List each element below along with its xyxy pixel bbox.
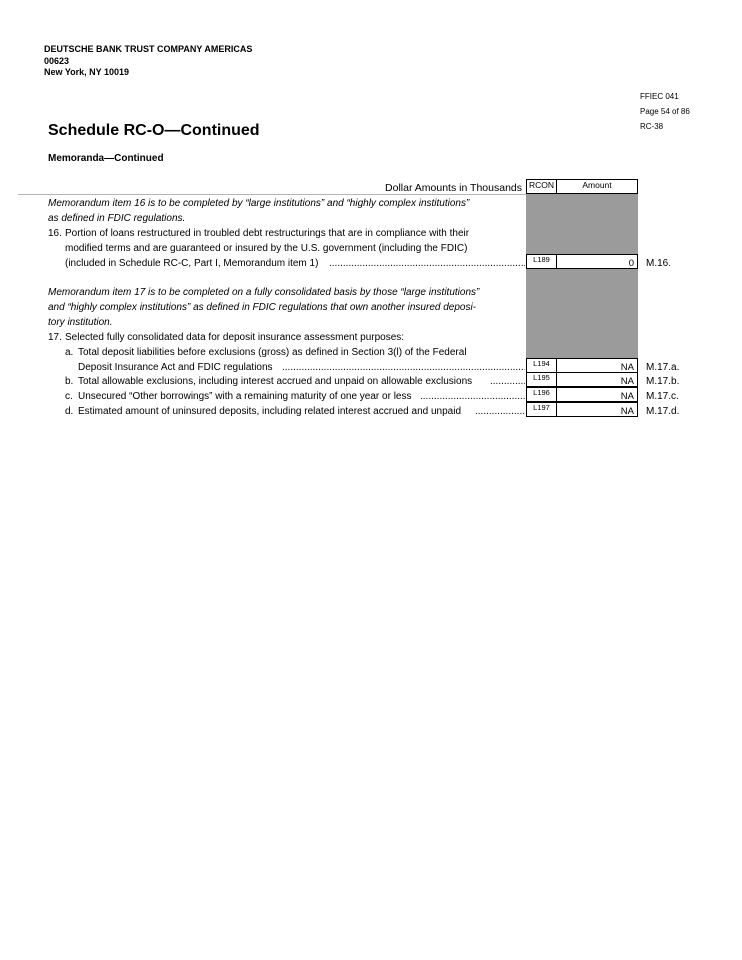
m17a-letter: a. [65, 347, 74, 358]
m16-code: L189 [526, 254, 557, 269]
m17b-text: Total allowable exclusions, including interest accrued and unpaid on allowable exclusions [78, 376, 473, 387]
m17d-letter: d. [65, 406, 74, 417]
m17-note-line-1: Memorandum item 17 is to be completed on a fully consolidated basis by those “large institutions” [48, 287, 480, 298]
schedule-page: RC-38 [640, 122, 664, 131]
m16-number: 16. [48, 228, 62, 239]
m16-leader-dots [329, 256, 525, 271]
dollar-amounts-label: Dollar Amounts in Thousands [385, 182, 522, 194]
m17d-code: L197 [526, 402, 557, 417]
m17c-ref: M.17.c. [646, 391, 679, 402]
shaded-cell-m16 [526, 194, 638, 254]
m17a-leader-dots [282, 360, 525, 375]
m17c-leader-dots [420, 389, 525, 404]
m17c-code: L196 [526, 387, 557, 402]
m17d-ref: M.17.d. [646, 406, 680, 417]
header-rule [18, 194, 526, 195]
m16-text-line-1: Portion of loans restructured in troubled debt restructurings that are in compliance with their [65, 228, 470, 239]
m17a-value: NA [556, 358, 638, 373]
col-rcon-header: RCON [526, 179, 557, 194]
form-number: FFIEC 041 [640, 92, 679, 101]
m16-note-line-2: as defined in FDIC regulations. [48, 213, 186, 224]
m17d-leader-dots [475, 404, 525, 419]
m17d-value: NA [556, 402, 638, 417]
m17a-text-line-1: Total deposit liabilities before exclusions (gross) as defined in Section 3(l) of the Federal [78, 347, 467, 358]
page-title: Schedule RC-O—Continued [48, 122, 260, 139]
m16-value: 0 [556, 254, 638, 269]
m17a-ref: M.17.a. [646, 362, 680, 373]
m17c-text: Unsecured “Other borrowings” with a remaining maturity of one year or less [78, 391, 412, 402]
bank-header [44, 44, 252, 79]
form-info [640, 89, 690, 134]
col-amount-header: Amount [556, 179, 638, 194]
bank-location: New York, NY 10019 [44, 67, 130, 77]
m17c-letter: c. [65, 391, 73, 402]
section-subtitle: Memoranda—Continued [48, 153, 164, 164]
m17a-text-line-2: Deposit Insurance Act and FDIC regulations [78, 362, 273, 373]
m16-note-line-1: Memorandum item 16 is to be completed by “large institutions” and “highly complex institutions” [48, 198, 470, 209]
m16-ref: M.16. [646, 258, 672, 269]
m17b-leader-dots [490, 374, 525, 389]
page-number: Page 54 of 86 [640, 107, 690, 116]
m17-note-line-3: tory institution. [48, 317, 113, 328]
bank-name: DEUTSCHE BANK TRUST COMPANY AMERICAS [44, 44, 253, 54]
m17b-code: L195 [526, 372, 557, 387]
m17c-value: NA [556, 387, 638, 402]
m16-text-line-3: (included in Schedule RC-C, Part I, Memorandum item 1) [65, 258, 319, 269]
m17a-code: L194 [526, 358, 557, 373]
m17b-value: NA [556, 372, 638, 387]
m17-note-line-2: and “highly complex institutions” as defined in FDIC regulations that own another insured deposi- [48, 302, 477, 313]
cert-number: 00623 [44, 55, 70, 66]
m16-text-line-2: modified terms and are guaranteed or insured by the U.S. government (including the FDIC) [65, 243, 468, 254]
m17d-text: Estimated amount of uninsured deposits, including related interest accrued and unpaid [78, 406, 462, 417]
m17-text: Selected fully consolidated data for deposit insurance assessment purposes: [65, 332, 405, 343]
shaded-cell-m17 [526, 269, 638, 358]
m17-number: 17. [48, 332, 62, 343]
m17b-letter: b. [65, 376, 74, 387]
m17b-ref: M.17.b. [646, 376, 680, 387]
